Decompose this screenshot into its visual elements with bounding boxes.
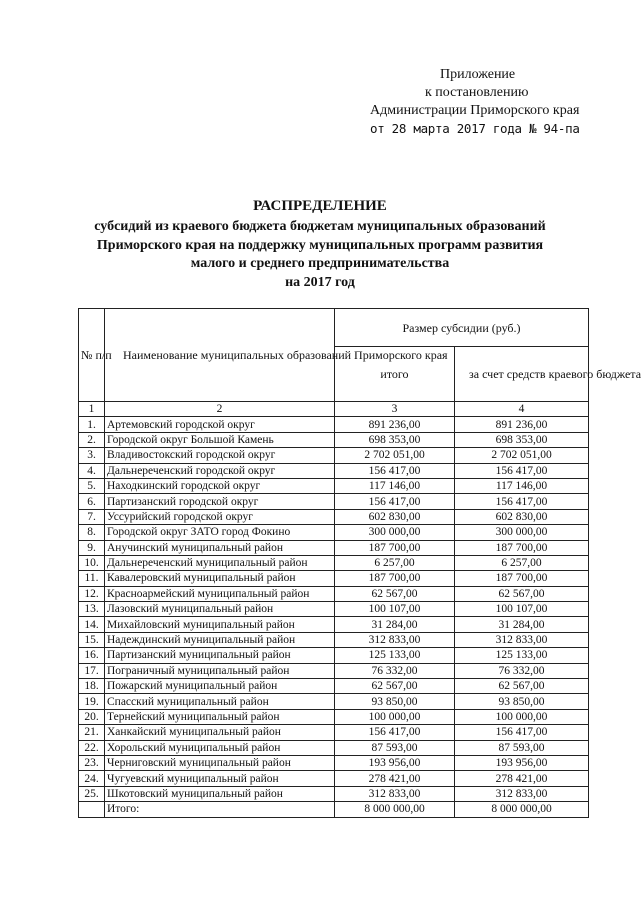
row-number: 6. [79,494,105,509]
row-number: 2. [79,432,105,447]
row-total: 278 421,00 [335,771,455,786]
row-number: 23. [79,755,105,770]
table-row [79,509,589,524]
row-number: 7. [79,509,105,524]
row-total: 100 000,00 [335,709,455,724]
header-subsidy-size: Размер субсидии (руб.) [335,309,589,347]
header-total: итого [335,347,455,402]
document-title: РАСПРЕДЕЛЕНИЕ [253,198,387,214]
total-label: Итого: [105,802,335,817]
row-total: 62 567,00 [335,679,455,694]
appendix-heading: Приложение [440,67,516,82]
table-row [79,617,589,632]
total-num-cell [79,802,105,817]
row-regional: 187 700,00 [455,540,589,555]
header-name: Наименование муниципальных образований Приморского края [105,309,335,402]
row-municipality: Анучинский муниципальный район [105,540,335,555]
row-number: 20. [79,709,105,724]
row-total: 193 956,00 [335,755,455,770]
index-cell: 3 [335,402,455,417]
row-municipality: Михайловский муниципальный район [105,617,335,632]
row-total: 891 236,00 [335,417,455,432]
subtitle-line: на 2017 год [285,274,355,290]
row-regional: 100 000,00 [455,709,589,724]
total-regional: 8 000 000,00 [455,802,589,817]
total-row [79,802,589,817]
row-number: 13. [79,602,105,617]
row-total: 117 146,00 [335,478,455,493]
table-row [79,540,589,555]
appendix-block [370,66,600,138]
table-row [79,709,589,724]
document-subtitle [80,218,560,292]
row-municipality: Партизанский муниципальный район [105,648,335,663]
row-municipality: Партизанский городской округ [105,494,335,509]
row-number: 25. [79,786,105,801]
row-total: 31 284,00 [335,617,455,632]
table-row [79,786,589,801]
row-municipality: Чугуевский муниципальный район [105,771,335,786]
table-row [79,725,589,740]
row-regional: 76 332,00 [455,663,589,678]
row-number: 15. [79,632,105,647]
row-number: 22. [79,740,105,755]
table-row [79,740,589,755]
row-total: 93 850,00 [335,694,455,709]
row-regional: 193 956,00 [455,755,589,770]
table-body [79,417,589,802]
row-regional: 156 417,00 [455,494,589,509]
row-number: 14. [79,617,105,632]
row-regional: 62 567,00 [455,679,589,694]
row-municipality: Дальнереченский городской округ [105,463,335,478]
row-number: 10. [79,555,105,570]
row-total: 602 830,00 [335,509,455,524]
row-regional: 300 000,00 [455,525,589,540]
row-number: 5. [79,478,105,493]
row-regional: 156 417,00 [455,463,589,478]
row-regional: 31 284,00 [455,617,589,632]
row-total: 6 257,00 [335,555,455,570]
row-regional: 698 353,00 [455,432,589,447]
row-number: 16. [79,648,105,663]
row-regional: 93 850,00 [455,694,589,709]
row-regional: 2 702 051,00 [455,448,589,463]
row-regional: 62 567,00 [455,586,589,601]
row-regional: 891 236,00 [455,417,589,432]
row-municipality: Лазовский муниципальный район [105,602,335,617]
table-row [79,694,589,709]
table-row [79,679,589,694]
row-municipality: Владивостокский городской округ [105,448,335,463]
table-row [79,663,589,678]
row-regional: 125 133,00 [455,648,589,663]
row-total: 187 700,00 [335,571,455,586]
table-row [79,555,589,570]
row-total: 125 133,00 [335,648,455,663]
row-regional: 312 833,00 [455,632,589,647]
row-total: 156 417,00 [335,725,455,740]
index-cell: 2 [105,402,335,417]
row-municipality: Пожарский муниципальный район [105,679,335,694]
row-regional: 278 421,00 [455,771,589,786]
row-number: 8. [79,525,105,540]
row-municipality: Артемовский городской округ [105,417,335,432]
total-amount: 8 000 000,00 [335,802,455,817]
row-municipality: Городской округ Большой Камень [105,432,335,447]
row-number: 24. [79,771,105,786]
row-municipality: Спасский муниципальный район [105,694,335,709]
appendix-authority: Администрации Приморского края [370,103,580,118]
row-total: 100 107,00 [335,602,455,617]
row-municipality: Уссурийский городской округ [105,509,335,524]
table-row [79,463,589,478]
row-number: 9. [79,540,105,555]
row-municipality: Кавалеровский муниципальный район [105,571,335,586]
row-number: 4. [79,463,105,478]
subtitle-line: Приморского края на поддержку муниципальных программ развития [96,237,544,253]
table-row [79,478,589,493]
row-regional: 156 417,00 [455,725,589,740]
row-total: 76 332,00 [335,663,455,678]
row-number: 21. [79,725,105,740]
row-municipality: Ханкайский муниципальный район [105,725,335,740]
index-cell: 1 [79,402,105,417]
row-municipality: Находкинский городской округ [105,478,335,493]
subtitle-line: малого и среднего предпринимательства [190,256,450,271]
row-total: 312 833,00 [335,632,455,647]
row-number: 19. [79,694,105,709]
appendix-resolution-ref: к постановлению [425,85,529,100]
subtitle-line: субсидий из краевого бюджета бюджетам муниципальных образований [94,219,546,234]
row-municipality: Красноармейский муниципальный район [105,586,335,601]
row-municipality: Черниговский муниципальный район [105,755,335,770]
row-total: 187 700,00 [335,540,455,555]
table-row [79,755,589,770]
row-regional: 87 593,00 [455,740,589,755]
row-regional: 117 146,00 [455,478,589,493]
row-number: 12. [79,586,105,601]
table-row [79,571,589,586]
index-cell: 4 [455,402,589,417]
header-num: № п/п [79,309,105,402]
row-municipality: Хорольский муниципальный район [105,740,335,755]
table-row [79,494,589,509]
row-regional: 6 257,00 [455,555,589,570]
row-number: 18. [79,679,105,694]
table-row [79,602,589,617]
table-row [79,432,589,447]
row-regional: 100 107,00 [455,602,589,617]
row-municipality: Надеждинский муниципальный район [105,632,335,647]
row-municipality: Городской округ ЗАТО город Фокино [105,525,335,540]
row-number: 17. [79,663,105,678]
row-municipality: Пограничный муниципальный район [105,663,335,678]
row-regional: 187 700,00 [455,571,589,586]
row-total: 62 567,00 [335,586,455,601]
row-municipality: Шкотовский муниципальный район [105,786,335,801]
table-row [79,448,589,463]
row-municipality: Тернейский муниципальный район [105,709,335,724]
row-total: 156 417,00 [335,463,455,478]
row-total: 156 417,00 [335,494,455,509]
row-regional: 602 830,00 [455,509,589,524]
row-municipality: Дальнереченский муниципальный район [105,555,335,570]
table-row [79,525,589,540]
table-row [79,417,589,432]
row-regional: 312 833,00 [455,786,589,801]
header-regional: за счет средств краевого бюджета [455,347,589,402]
row-number: 1. [79,417,105,432]
table-row [79,648,589,663]
table-row [79,586,589,601]
row-total: 87 593,00 [335,740,455,755]
appendix-date-number: от 28 марта 2017 года № 94-па [370,121,580,136]
row-total: 312 833,00 [335,786,455,801]
row-number: 11. [79,571,105,586]
table-row [79,771,589,786]
table-row [79,632,589,647]
row-total: 2 702 051,00 [335,448,455,463]
row-total: 300 000,00 [335,525,455,540]
row-number: 3. [79,448,105,463]
row-total: 698 353,00 [335,432,455,447]
subsidy-table [78,308,641,818]
